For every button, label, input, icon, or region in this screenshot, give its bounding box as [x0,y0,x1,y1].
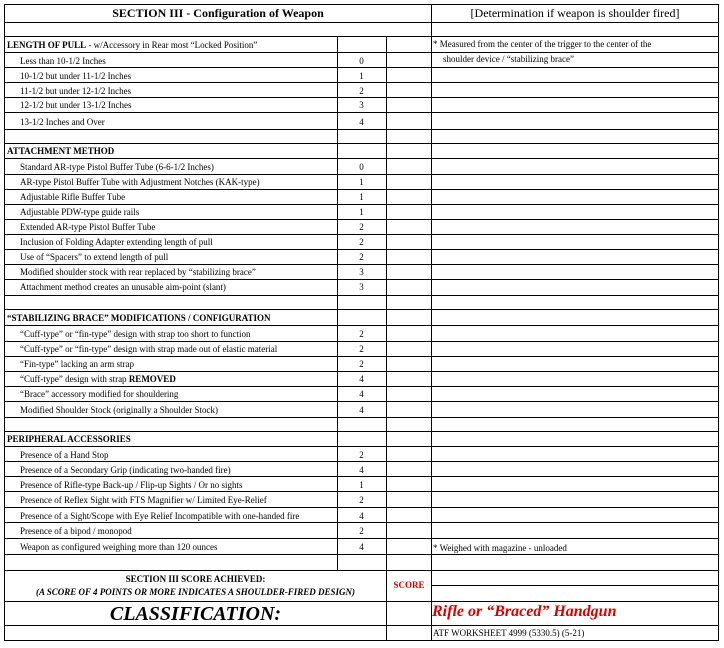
item-score: 1 [359,71,364,81]
row-line [4,279,719,280]
item-score: 1 [359,192,364,202]
item-score: 2 [359,329,364,339]
row-line [4,204,719,205]
item-label: “Cuff-type” or “fin-type” design with strap made out of elastic material [20,344,278,354]
item-score: 4 [359,511,364,521]
item-label: Presence of a Sight/Scope with Eye Relief Incompatible with one-handed fire [20,511,300,521]
row-line [4,309,719,310]
item-score: 1 [359,177,364,187]
item-label: “Brace” accessory modified for shouldering [20,389,179,399]
row-line [4,67,719,68]
score-achieved-label: SECTION III SCORE ACHIEVED: [125,574,266,584]
item-label: Extended AR-type Pistol Buffer Tube [20,222,156,232]
row-line [4,371,719,372]
footer-top-line [4,570,719,571]
item-score: 2 [359,450,364,460]
item-score: 3 [359,100,364,110]
section-heading-length-of-pull: LENGTH OF PULL - w/Accessory in Rear most “Locked Position” [7,40,258,50]
item-score: 4 [359,389,364,399]
row-line [4,491,719,492]
item-label: Presence of Rifle-type Back-up / Flip-up Sights / Or no sights [20,480,243,490]
row-line [4,112,719,113]
determination-title: [Determination if weapon is shoulder fired] [470,6,680,20]
note-length-of-pull-line2: shoulder device / “stabilizing brace” [443,54,574,64]
score-label: SCORE [393,580,425,590]
item-score: 4 [359,405,364,415]
top-border [4,4,719,5]
row-line [4,129,719,130]
row-line [4,431,719,432]
item-score: 2 [359,359,364,369]
item-label: Less than 10-1/2 Inches [20,56,106,66]
footer-notes-line [431,585,719,586]
item-label: Standard AR-type Pistol Buffer Tube (6-6-1/2 Inches) [20,162,214,172]
section-title: SECTION III - Configuration of Weapon [112,6,324,20]
item-score: 2 [359,237,364,247]
section-heading-stabilizing-brace: “STABILIZING BRACE” MODIFICATIONS / CONFIGURATION [7,313,271,323]
item-label: “Cuff-type” or “fin-type” design with strap too short to function [20,329,251,339]
item-score: 4 [359,374,364,384]
item-score: 4 [359,542,364,552]
outer-right-border [718,4,719,641]
section-heading-peripheral-accessories: PERIPHERAL ACCESSORIES [7,434,131,444]
spacer-line [4,36,719,37]
item-label: Use of “Spacers” to extend length of pull [20,252,169,262]
item-label: Presence of Reflex Sight with FTS Magnifier w/ Limited Eye-Relief [20,495,267,505]
item-score: 2 [359,222,364,232]
item-label: “Cuff-type” design with strap REMOVED [20,374,176,384]
row-line [4,249,719,250]
item-label: Weapon as configured weighing more than 120 ounces [20,542,218,552]
item-label: Modified Shoulder Stock (originally a Shoulder Stock) [20,405,218,415]
row-line [4,522,719,523]
item-score: 3 [359,282,364,292]
item-score: 0 [359,56,364,66]
item-score: 0 [359,162,364,172]
note-length-of-pull-line1: * Measured from the center of the trigger to the center of the [433,39,652,49]
row-line [4,356,719,357]
item-score: 3 [359,267,364,277]
row-line [4,554,719,555]
outer-left-border [4,4,5,641]
item-label: 13-1/2 Inches and Over [20,117,105,127]
classification-bottom-line [4,625,719,626]
row-line [4,386,719,387]
item-label: Inclusion of Folding Adapter extending length of pull [20,237,213,247]
item-label: Presence of a bipod / monopod [20,526,132,536]
worksheet-id: ATF WORKSHEET 4999 (5330.5) (5-21) [433,628,585,638]
row-line [4,189,719,190]
item-label: 12-1/2 but under 13-1/2 Inches [20,100,132,110]
item-label: AR-type Pistol Buffer Tube with Adjustment Notches (KAK-type) [20,177,260,187]
item-score: 2 [359,86,364,96]
item-label: Adjustable PDW-type guide rails [20,207,140,217]
item-label: Presence of a Secondary Grip (indicating two-handed fire) [20,465,231,475]
row-line [4,219,719,220]
item-score: 4 [359,117,364,127]
row-line [4,325,719,326]
item-label: Adjustable Rifle Buffer Tube [20,192,126,202]
notes-column-divider [431,4,432,641]
item-label: 11-1/2 but under 12-1/2 Inches [20,86,132,96]
item-score: 1 [359,480,364,490]
row-line [4,461,719,462]
item-score: 2 [359,252,364,262]
row-line [4,52,719,53]
bottom-border [4,640,719,641]
row-line [4,174,719,175]
item-label: 10-1/2 but under 11-1/2 Inches [20,71,132,81]
score-row-bottom-line [4,601,719,602]
row-line [4,417,719,418]
row-line [4,264,719,265]
item-score: 4 [359,465,364,475]
row-line [4,234,719,235]
item-score: 2 [359,495,364,505]
item-label: Presence of a Hand Stop [20,450,109,460]
score-threshold-note: (A SCORE OF 4 POINTS OR MORE INDICATES A SHOULDER-FIRED DESIGN) [35,587,356,597]
header-bottom-line [4,22,719,23]
row-line [4,401,719,402]
section-heading-attachment-method: ATTACHMENT METHOD [7,146,115,156]
row-line [4,295,719,296]
item-label: Modified shoulder stock with rear replaced by “stabilizing brace” [20,267,256,277]
item-label: “Fin-type” lacking an arm strap [20,359,134,369]
classification-label: CLASSIFICATION: [109,603,282,625]
row-line [4,97,719,98]
row-line [4,143,719,144]
score-column-right-divider [386,36,387,641]
row-line [4,82,719,83]
row-line [4,507,719,508]
row-line [4,476,719,477]
row-line [4,341,719,342]
row-line [4,446,719,447]
item-score: 2 [359,344,364,354]
item-score: 2 [359,526,364,536]
item-label: Attachment method creates an unusable aim-point (slant) [20,282,226,292]
row-line [4,158,719,159]
note-weight: * Weighed with magazine - unloaded [433,543,567,553]
classification-result: Rifle or “Braced” Handgun [432,603,617,620]
item-score: 1 [359,207,364,217]
row-line [4,538,719,539]
